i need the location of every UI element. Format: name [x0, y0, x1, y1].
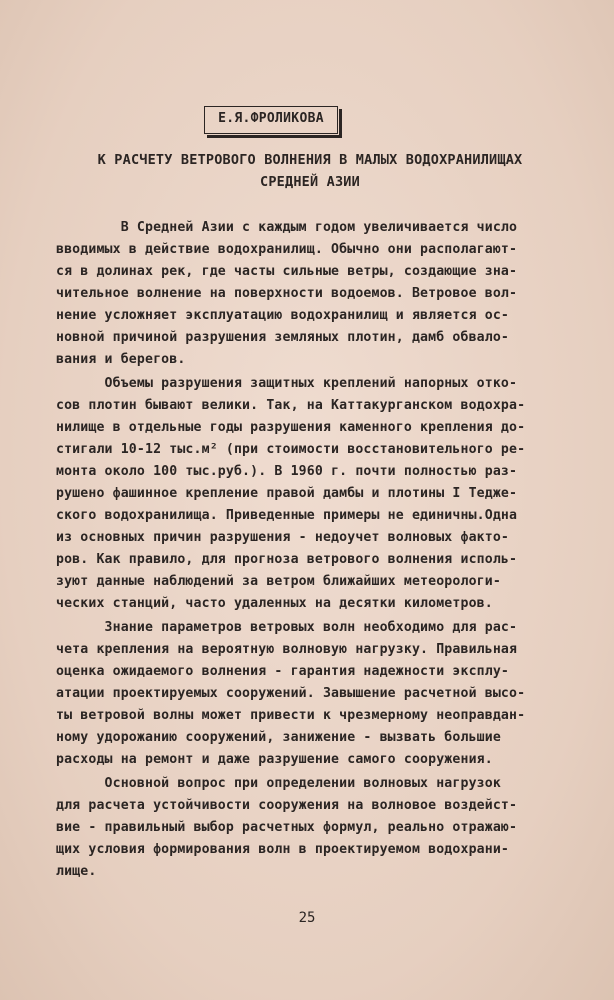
author-box [204, 106, 338, 134]
body-line: новной причиной разрушения земляных плотин, дамб обвало- [56, 330, 510, 345]
body-line: вводимых в действие водохранилищ. Обычно они располагают- [56, 242, 518, 257]
body-line: Объемы разрушения защитных креплений напорных отко- [56, 376, 518, 391]
body-line: из основных причин разрушения - недоучет волновых факто- [56, 530, 510, 545]
body-line: ров. Как правило, для прогноза ветрового волнения исполь- [56, 552, 518, 567]
page-number: 25 [298, 910, 316, 926]
body-line: ному удорожанию сооружений, занижение - вызвать большие [56, 730, 501, 745]
body-line: расходы на ремонт и даже разрушение самого сооружения. [56, 752, 493, 767]
article-title-line-1: К РАСЧЕТУ ВЕТРОВОГО ВОЛНЕНИЯ В МАЛЫХ ВОДОХРАНИЛИЩАХ [97, 152, 523, 168]
body-line: чительное волнение на поверхности водоемов. Ветровое вол- [56, 286, 518, 301]
body-line: сов плотин бывают велики. Так, на Каттакурганском водохра- [56, 398, 526, 413]
body-line: рушено фашинное крепление правой дамбы и плотины I Тедже- [56, 486, 518, 501]
body-line: В Средней Азии с каждым годом увеличивается число [56, 220, 518, 235]
body-line: стигали 10-12 тыс.м² (при стоимости восстановительного ре- [56, 442, 526, 457]
body-line: ческих станций, часто удаленных на десятки километров. [56, 596, 493, 611]
body-line: для расчета устойчивости сооружения на волновое воздейст- [56, 798, 518, 813]
body-line: Основной вопрос при определении волновых нагрузок [56, 776, 501, 791]
body-line: зуют данные наблюдений за ветром ближайших метеорологи- [56, 574, 501, 589]
body-line: ся в долинах рек, где часты сильные ветры, создающие зна- [56, 264, 518, 279]
body-line: ты ветровой волны может привести к чрезмерному неоправдан- [56, 708, 526, 723]
body-line: лище. [56, 864, 97, 879]
body-line: атации проектируемых сооружений. Завышение расчетной высо- [56, 686, 526, 701]
body-line: нилище в отдельные годы разрушения каменного крепления до- [56, 420, 526, 435]
author-name: Е.Я.ФРОЛИКОВА [218, 111, 324, 126]
body-line: ского водохранилища. Приведенные примеры не единичны.Одна [56, 508, 518, 523]
body-line: вания и берегов. [56, 352, 186, 367]
body-line: чета крепления на вероятную волновую нагрузку. Правильная [56, 642, 518, 657]
article-title-line-2: СРЕДНЕЙ АЗИИ [260, 174, 360, 190]
body-line: монта около 100 тыс.руб.). В 1960 г. почти полностью раз- [56, 464, 518, 479]
body-line: оценка ожидаемого волнения - гарантия надежности эксплу- [56, 664, 510, 679]
body-line: нение усложняет эксплуатацию водохранилищ и является ос- [56, 308, 510, 323]
body-line: вие - правильный выбор расчетных формул, реально отражаю- [56, 820, 518, 835]
body-line: щих условия формирования волн в проектируемом водохрани- [56, 842, 510, 857]
body-line: Знание параметров ветровых волн необходимо для рас- [56, 620, 518, 635]
